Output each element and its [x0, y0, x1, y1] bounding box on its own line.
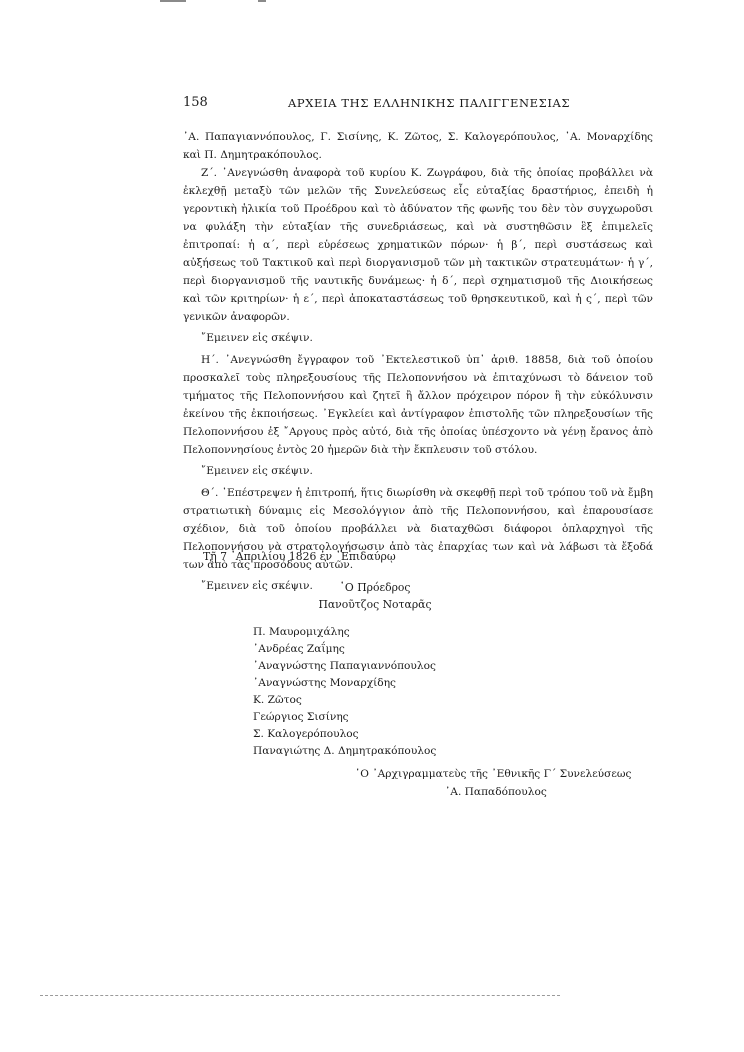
member-name: ᾿Ανδρέας Ζαΐμης — [253, 643, 345, 655]
members-list — [253, 624, 436, 760]
president-name: Πανοῦτζος Νοταρᾶς — [318, 598, 432, 611]
page-header — [183, 95, 653, 115]
paragraph-item-h: Η΄. ᾿Ανεγνώσθη ἔγγραφον τοῦ ᾿Εκτελεστικοῦ ὑπ᾿ ἀριθ. 18858, διὰ τοῦ ὁποίου προσκαλεῖ τοὺς πληρεξουσίους τῆς Πελοποννήσου νὰ ἐπιταχύνωσι τὸ δάνειον τοῦ τμήματος τῆς Πελοποννήσου καὶ ζητεῖ ἢ ἄλλον πρόχειρον πόρον ἢ τὴν εὐκόλυνσιν ἐκείνου τῆς ἐκποιήσεως. ᾿Εγκλείει καὶ ἀντίγραφον ἐπιστολῆς τῶν πληρεξουσίων τῆς Πελοποννήσου ἐξ ῎Αργους πρὸς αὐτό, διὰ τῆς ὁποίας ὑπέσχοντο νὰ γένῃ ἔρανος ἀπὸ Πελοποννησίους ἐντὸς 20 ἡμερῶν διὰ τὴν ἔκπλευσιν τοῦ στόλου. — [183, 354, 653, 456]
date-line: Τῇ 7 ᾿Απριλίου 1826 ἐν ᾿Επιδαύρῳ — [203, 550, 396, 563]
scan-mark-top-left — [160, 0, 186, 2]
scan-mark-top-center — [258, 0, 266, 2]
secretary-name: ᾿Α. Παπαδόπουλος — [445, 786, 547, 798]
paragraph-item-z: Ζ΄. ᾿Ανεγνώσθη ἀναφορὰ τοῦ κυρίου Κ. Ζωγράφου, διὰ τῆς ὁποίας προβάλλει νὰ ἐκλεχθῇ μεταξὺ τῶν μελῶν τῆς Συνελεύσεως εἷς εὐταξίας δραστήριος, ἐπειδὴ ἡ γεροντικὴ ἡλικία τοῦ Προέδρου καὶ τὸ ἀδύνατον τῆς φωνῆς του δὲν τὸν συγχωροῦσι να φυλάξη τὴν εὐταξίαν τῆς συνεδριάσεως, καὶ νὰ συστηθῶσιν ἓξ ἐπιμελεῖς ἐπιτροπαί: ἡ α΄, περὶ εὑρέσεως χρηματικῶν πόρων· ἡ β΄, περὶ συστάσεως καὶ αὐξήσεως τοῦ Τακτικοῦ καὶ περὶ διοργανισμοῦ τῶν μὴ τακτικῶν στρατευμάτων· ἡ γ΄, περὶ διοργανισμοῦ τῆς ναυτικῆς δυνάμεως· ἡ δ΄, περὶ σχηματισμοῦ τῆς Διοικήσεως καὶ τῶν κριτηρίων· ἡ ε΄, περὶ ἀποκαταστάσεως τοῦ θρησκευτικοῦ, καὶ ἡ ς΄, περὶ τῶν γενικῶν ἀναφορῶν. — [183, 167, 653, 323]
paragraph-deferred-1: ῎Εμεινεν εἰς σκέψιν. — [201, 332, 313, 344]
document-body — [183, 128, 653, 599]
member-name: Σ. Καλογερόπουλος — [253, 728, 359, 740]
secretary-block — [355, 765, 631, 801]
paragraph-deferred-3: ῎Εμεινεν εἰς σκέψιν. — [201, 580, 313, 592]
secretary-title: ῾Ο ᾿Αρχιγραμματεὺς τῆς ᾿Εθνικῆς Γ΄ Συνελεύσεως — [355, 768, 632, 780]
page-number: 158 — [183, 95, 208, 110]
president-title: ῾Ο Πρόεδρος — [339, 581, 411, 594]
running-title: ΑΡΧΕΙΑ ΤΗΣ ΕΛΛΗΝΙΚΗΣ ΠΑΛΙΓΓΕΝΕΣΙΑΣ — [288, 96, 571, 110]
member-name: Κ. Ζῶτος — [253, 694, 302, 706]
member-name: ᾿Αναγνώστης Μοναρχίδης — [253, 677, 396, 689]
member-name: ᾿Αναγνώστης Παπαγιαννόπουλος — [253, 660, 436, 672]
president-block — [310, 579, 440, 613]
paragraph-deferred-2: ῎Εμεινεν εἰς σκέψιν. — [201, 465, 313, 477]
scan-footer-line — [40, 995, 560, 996]
member-name: Π. Μαυρομιχάλης — [253, 626, 350, 638]
paragraph-item-th: Θ΄. ᾿Επέστρεψεν ἡ ἐπιτροπή, ἥτις διωρίσθη νὰ σκεφθῇ περὶ τοῦ τρόπου τοῦ νὰ ἔμβη στρατιωτικὴ δύναμις εἰς Μεσολόγγιον ἀπὸ τῆς Πελοποννήσου, καὶ ἐπαρουσίασε σχέδιον, διὰ τοῦ ὁποίου προβάλλει νὰ διαταχθῶσι διάφοροι ὁπλαρχηγοὶ τῆς Πελοποννήσου νὰ στρατολογήσωσιν ἀπὸ τὰς ἐπαρχίας των καὶ νὰ λάβωσι τὰ ἔξοδά των ἀπὸ τὰς προσόδους αὐτῶν. — [183, 487, 653, 571]
member-name: Γεώργιος Σισίνης — [253, 711, 349, 723]
paragraph-signatories-continued: ᾿Α. Παπαγιαννόπουλος, Γ. Σισίνης, Κ. Ζῶτος, Σ. Καλογερόπουλος, ᾿Α. Μοναρχίδης καὶ Π. Δημητρακόπουλος. — [183, 131, 653, 161]
member-name: Παναγιώτης Δ. Δημητρακόπουλος — [253, 745, 437, 757]
